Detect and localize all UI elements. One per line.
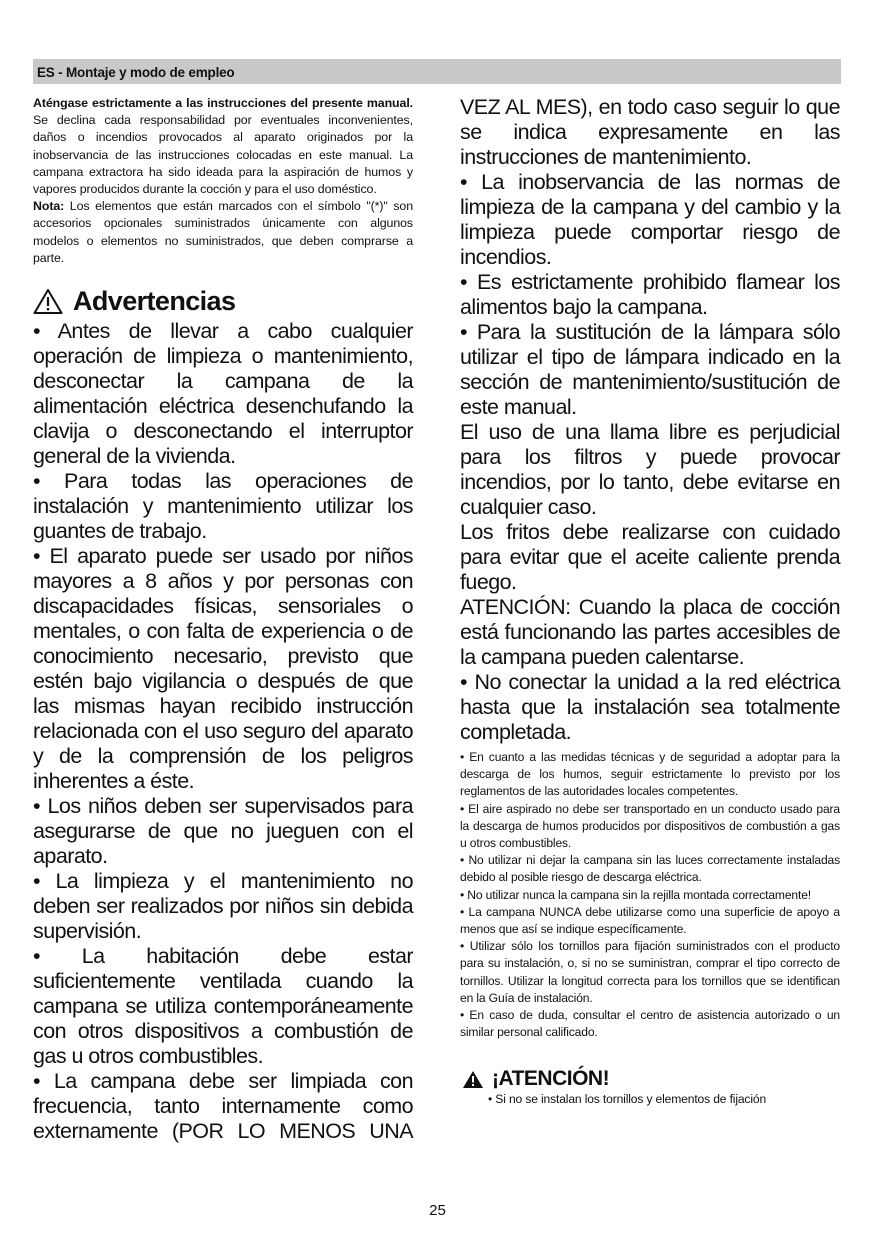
intro-paragraph: [33, 95, 413, 267]
note-text: Los elementos que están marcados con el símbolo "(*)" son accesorios opcionales suministrados únicamente con algunos modelos o elementos no suministrados, que deben comprarse a parte.: [33, 199, 413, 265]
warning-paragraph: ATENCIÓN: Cuando la placa de cocción está funcionando las partes accesibles de la campana pueden calentarse.: [460, 595, 840, 669]
warning-triangle-icon: [33, 288, 63, 315]
attention-title: ¡ATENCIÓN!: [492, 1067, 610, 1091]
intro-bold-lead: Aténgase estrictamente a las instrucciones del presente manual.: [33, 96, 413, 110]
warning-paragraph: • La habitación debe estar suficientemente ventilada cuando la campana se utiliza contemporáneamente con otros dispositivos a combustión de gas u otros combustibles.: [33, 944, 413, 1069]
warning-paragraph: • La inobservancia de las normas de limpieza de la campana y del cambio y la limpieza puede comportar riesgo de incendios.: [460, 170, 840, 269]
warning-paragraph: • Los niños deben ser supervisados para asegurarse de que no jueguen con el aparato.: [33, 794, 413, 869]
small-warning-paragraph: • La campana NUNCA debe utilizarse como una superficie de apoyo a menos que así se indique específicamente.: [460, 904, 840, 937]
warning-paragraph: • La limpieza y el mantenimiento no deben ser realizados por niños sin debida supervisión.: [33, 869, 413, 944]
warning-paragraph: Los fritos debe realizarse con cuidado para evitar que el aceite caliente prenda fuego.: [460, 520, 840, 594]
warnings-heading: [33, 283, 413, 319]
warnings-left-list: [33, 319, 413, 1144]
section-header-title: ES - Montaje y modo de empleo: [37, 65, 235, 80]
warning-paragraph: • Para todas las operaciones de instalación y mantenimiento utilizar los guantes de trabajo.: [33, 469, 413, 544]
intro-text: Se declina cada responsabilidad por eventuales inconvenientes, daños o incendios provocados al aparato originados por la inobservancia de las instrucciones colocadas en este manual. La campana extractora ha sido ideada para la aspiración de humos y vapores producidos durante la cocción y para el uso doméstico.: [33, 113, 413, 197]
warning-paragraph: • Es estrictamente prohibido flamear los alimentos bajo la campana.: [460, 270, 840, 319]
attention-item: • Si no se instalan los tornillos y elementos de fijación: [488, 1092, 767, 1107]
warnings-small-list: [460, 749, 840, 1041]
small-warning-paragraph: • No utilizar ni dejar la campana sin las luces correctamente instaladas debido al posible riesgo de descarga eléctrica.: [460, 853, 840, 885]
warning-paragraph: El uso de una llama libre es perjudicial para los filtros y puede provocar incendios, por lo tanto, debe evitarse en cualquier caso.: [460, 420, 840, 519]
small-warning-paragraph: • En caso de duda, consultar el centro de asistencia autorizado o un similar personal calificado.: [460, 1008, 840, 1040]
page-number: 25: [429, 1202, 446, 1219]
small-warning-paragraph: • El aire aspirado no debe ser transportado en un conducto usado para la descarga de humos producidos por dispositivos de combustión a gas u otros combustibles.: [460, 801, 840, 851]
small-warning-paragraph: • Utilizar sólo los tornillos para fijación suministrados con el producto para su instalación, o, si no se suministran, comprar el tipo correcto de tornillos. Utilizar la longitud correcta para los tornillos que se identifican en la Guía de instalación.: [460, 939, 840, 1005]
warning-paragraph: • No conectar la unidad a la red eléctrica hasta que la instalación sea totalmente completada.: [460, 670, 840, 744]
warnings-title: Advertencias: [73, 285, 236, 316]
warning-paragraph: • La campana debe ser limpiada con frecuencia, tanto internamente como externamente (POR LO MENOS UNA: [33, 1069, 413, 1144]
left-column: [33, 95, 413, 1144]
small-warning-paragraph: • No utilizar nunca la campana sin la rejilla montada correctamente!: [460, 887, 811, 902]
warnings-right-list: [460, 95, 840, 745]
note-label: Nota:: [33, 199, 65, 214]
warning-paragraph: VEZ AL MES), en todo caso seguir lo que se indica expresamente en las instrucciones de mantenimiento.: [460, 95, 840, 169]
warning-paragraph: • El aparato puede ser usado por niños mayores a 8 años y por personas con discapacidades físicas, sensoriales o mentales, o con falta de experiencia o de conocimiento necesario, previsto que estén bajo vigilancia o después de que las mismas hayan recibido instrucción relacionada con el uso seguro del aparato y de la comprensión de los peligros inherentes a éste.: [33, 544, 413, 794]
warning-filled-icon: [462, 1070, 484, 1089]
right-column: [460, 95, 840, 1108]
attention-heading: [462, 1067, 840, 1091]
warning-paragraph: • Antes de llevar a cabo cualquier operación de limpieza o mantenimiento, desconectar la campana de la alimentación eléctrica desenchufando la clavija o desconectando el interruptor general de la vivienda.: [33, 319, 413, 469]
warning-paragraph: • Para la sustitución de la lámpara sólo utilizar el tipo de lámpara indicado en la sección de mantenimiento/sustitución de este manual.: [460, 320, 840, 419]
small-warning-paragraph: • En cuanto a las medidas técnicas y de seguridad a adoptar para la descarga de los humos, seguir estrictamente lo previsto por los reglamentos de las autoridades locales competentes.: [460, 750, 840, 799]
section-header: [33, 59, 841, 84]
